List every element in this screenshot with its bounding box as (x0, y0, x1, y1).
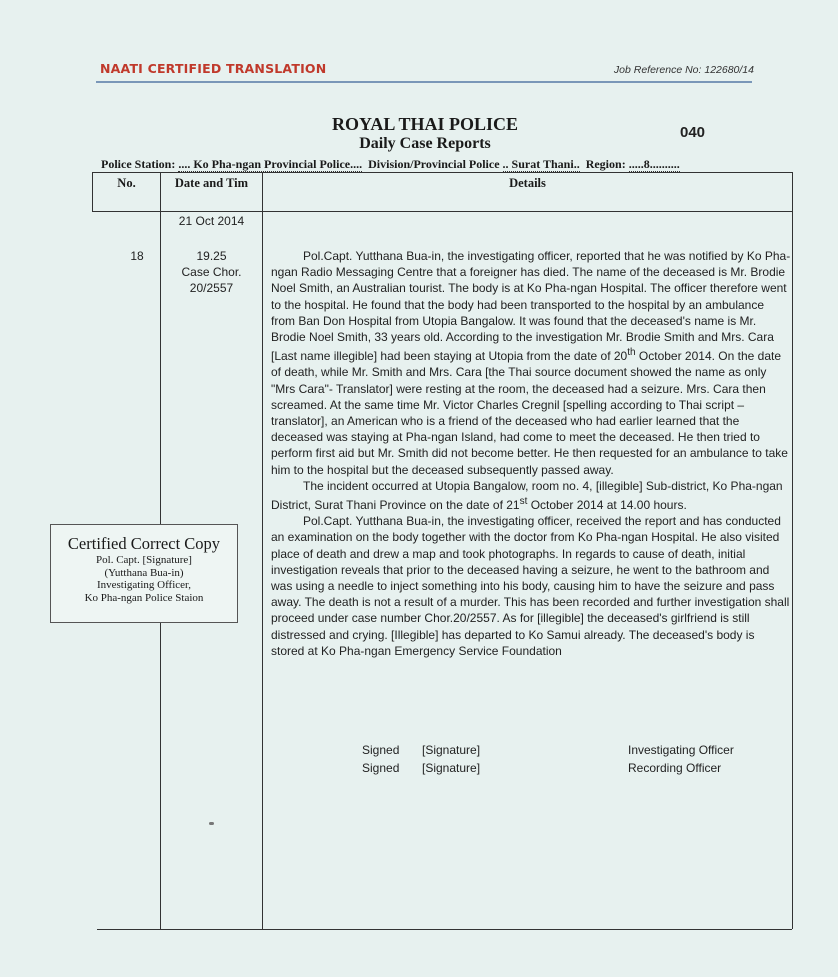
signer-role-1: Investigating Officer (628, 743, 734, 757)
column-header-details: Details (509, 176, 546, 190)
header-divider (96, 81, 752, 83)
case-number: 20/2557 (189, 281, 234, 295)
details-paragraph-3: Pol.Capt. Yutthana Bua-in, the investigating officer, received the report and has conducted an examination on the body together with the doctor from Ko Pha-ngan Hospital. He also visited place of death and drew a map and took photographs. In regards to cause of death, initial investigation reveals that prior to the deceased having a seizure, he went to the bathroom and was using a needle to inject something into his body, causing him to have the seizure and pass away. The death is not a result of a murder. This has been recorded and further investigation shall proceed under case number Chor.20/2557. As for [illegible] the deceased's girlfriend is still distressed and crying. [Illegible] has departed to Ko Samui already. The deceased's body is stored at Ko Pha-ngan Emergency Service Foundation (271, 514, 790, 658)
entry-time: 19.25 (196, 249, 227, 263)
table-top-border (92, 172, 793, 173)
details-paragraph-2: The incident occurred at Utopia Bangalow, room no. 4, [illegible] Sub-district, Ko Pha-ngan District, Surat Thani Province on the date of 21st October 2014 at 14.00 hours. (271, 478, 783, 513)
region-value: .....8.......... (628, 157, 680, 171)
region-label: Region: (585, 157, 626, 171)
page-number: 040 (680, 124, 706, 141)
stamp-line-2: (Yutthana Bua-in) (104, 566, 184, 579)
entry-number: 18 (130, 249, 144, 263)
table-bottom-border (97, 929, 792, 930)
station-line (101, 157, 680, 172)
division-value: .. Surat Thani.. (502, 157, 580, 171)
table-header-border (92, 211, 793, 212)
signature-1: [Signature] (422, 743, 481, 757)
entry-date: 21 Oct 2014 (178, 214, 245, 228)
column-header-no: No. (117, 176, 136, 190)
details-text (271, 248, 791, 659)
document-title: ROYAL THAI POLICE (331, 114, 519, 134)
stamp-line-1: Pol. Capt. [Signature] (96, 554, 192, 566)
table-right-border (792, 172, 793, 929)
job-reference: Job Reference No: 122680/14 (613, 64, 754, 76)
column-divider-2 (262, 172, 263, 929)
station-label: Police Station: (101, 157, 176, 171)
station-value: .... Ko Pha-ngan Provincial Police.... (178, 157, 363, 171)
stamp-title: Certified Correct Copy (67, 534, 221, 553)
signer-role-2: Recording Officer (628, 761, 722, 775)
certified-copy-stamp (50, 524, 238, 623)
signed-label-2: Signed (362, 761, 400, 775)
column-header-date: Date and Tim (174, 176, 249, 190)
details-paragraph-1: Pol.Capt. Yutthana Bua-in, the investigating officer, reported that he was notified by Ko Pha-ngan Radio Messaging Centre that a foreigner has died. The name of the deceased is Mr. Brodie Noel Smith, an Australian tourist. The body is at Ko Pha-ngan Hospital. The officer therefore went to the hospital. He found that the body had been transported to the hospital by an ambulance from Ban Don Hospital from Utopia Bangalow. It was found that the deceased's name is Mr. Brodie Noel Smith, 33 years old. According to the investigation Mr. Brodie Smith and Mrs. Cara [Last name illegible] had been staying at Utopia from the date of 20th October 2014. On the date of death, while Mr. Smith and Mrs. Cara [the Thai source document showed the name as only "Mrs Cara"- Translator] were resting at the room, the deceased had a seizure. Mrs. Cara then screamed. At the same time Mr. Victor Charles Cregnil [spelling according to Thai script – translator], an American who is a friend of the deceased who had earlier learned that the deceased was staying at Pha-ngan Island, had come to meet the deceased. He then tried to perform first aid but Mr. Smith did not become better. He then requested for an ambulance to take him to the hospital but the deceased subsequently passed away. (271, 249, 791, 477)
scan-speck (209, 822, 214, 825)
entry-time-case (161, 248, 262, 296)
division-label: Division/Provincial Police (368, 157, 500, 171)
signature-2: [Signature] (422, 761, 481, 775)
stamp-line-4: Ko Pha-ngan Police Staion (84, 591, 204, 604)
document-subtitle: Daily Case Reports (359, 135, 491, 152)
signed-label-1: Signed (362, 743, 400, 757)
stamp-line-3: Investigating Officer, (96, 579, 192, 591)
case-label: Case Chor. (181, 265, 242, 279)
certified-translation-header: NAATI CERTIFIED TRANSLATION (100, 61, 327, 76)
